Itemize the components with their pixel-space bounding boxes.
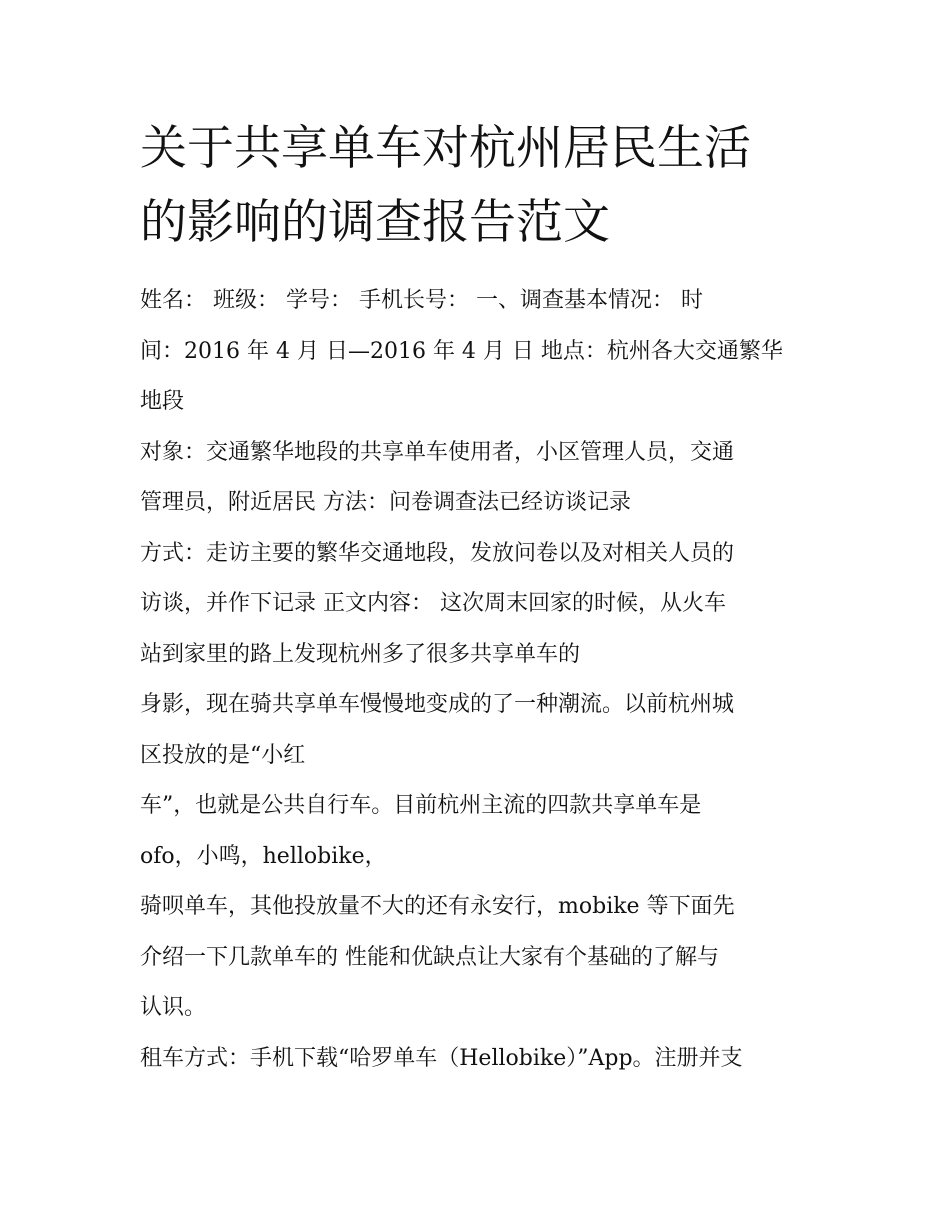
body-line: 身影，现在骑共享单车慢慢地变成的了一种潮流。以前杭州城 [140,692,735,717]
body-line: 介绍一下几款单车的 性能和优缺点让大家有个基础的了解与 [140,944,719,970]
body-line: 对象：交通繁华地段的共享单车使用者，小区管理人员，交通 [140,439,735,465]
body-line: 访谈，并作下记录 正文内容： 这次周末回家的时候，从火车 [140,591,726,616]
title-line: 的影响的调查报告范文 [140,195,610,250]
body-line: 站到家里的路上发现杭州多了很多共享单车的 [140,641,581,667]
body-line: 管理员，附近居民 方法：问卷调查法已经访谈记录 [140,490,631,515]
body-line: 区投放的是“小红 [140,742,306,768]
body-line: 认识。 [140,995,207,1020]
title-line: 关于共享单车对杭州居民生活 [140,121,751,176]
document-title [140,112,840,260]
body-line: 骑呗单车，其他投放量不大的还有永安行，mobike 等下面先 [140,894,735,919]
body-line: 租车方式：手机下载“哈罗单车（Hellobike）”App。注册并支 [140,1045,743,1071]
body-line: 车”，也就是公共自行车。目前杭州主流的四款共享单车是 [140,793,702,818]
body-line: 方式：走访主要的繁华交通地段，发放问卷以及对相关人员的 [140,540,735,566]
body-line: ofo，小鸣，hellobike， [140,843,387,869]
body-line: 间：2016 年 4 月 日—2016 年 4 月 日 地点：杭州各大交通繁华 [140,338,783,364]
body-line: 姓名： 班级： 学号： 手机长号： 一、调查基本情况： 时 [140,288,703,313]
document-body [140,276,830,1084]
body-line: 地段 [140,389,185,414]
